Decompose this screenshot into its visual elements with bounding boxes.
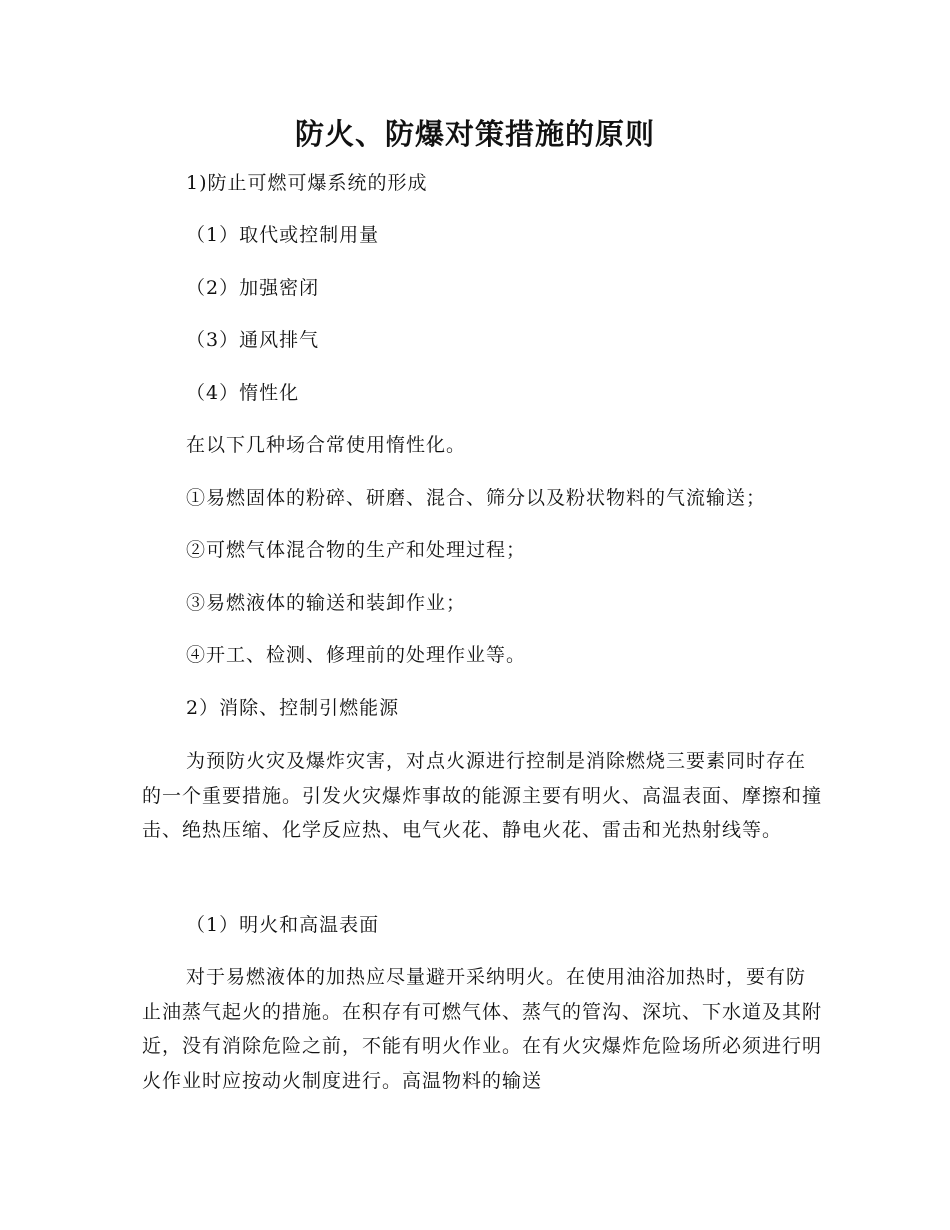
inerting-case-3: ③易燃液体的输送和装卸作业；	[186, 592, 467, 614]
inerting-case-4: ④开工、检测、修理前的处理作业等。	[186, 644, 527, 666]
heading-ignition-control: 2）消除、控制引燃能源	[186, 697, 400, 719]
paragraph-ignition-sources: 为预防火灾及爆炸灾害，对点火源进行控制是消除燃烧三要素同时存在的一个重要措施。引发火灾爆炸事故的能源主要有明火、高温表面、摩擦和撞击、绝热压缩、化学反应热、电气火花、静电火花、雷击和光热射线等。	[142, 750, 823, 841]
inerting-case-1: ①易燃固体的粉碎、研磨、混合、筛分以及粉状物料的气流输送；	[186, 487, 767, 509]
list-item-seal: （2）加强密闭	[186, 277, 320, 299]
document-title: 防火、防爆对策措施的原则	[294, 117, 655, 151]
list-item-substitute: （1）取代或控制用量	[186, 224, 380, 246]
paragraph-open-flame: 对于易燃液体的加热应尽量避开采纳明火。在使用油浴加热时，要有防止油蒸气起火的措施。在积存有可燃气体、蒸气的管沟、深坑、下水道及其附近，没有消除危险之前，不能有明火作业。在有火灾爆炸危险场所必须进行明火作业时应按动火制度进行。高温物料的输送	[142, 966, 823, 1092]
list-item-ventilation: （3）通风排气	[186, 329, 320, 351]
heading-prevent-system: 1)防止可燃可爆系统的形成	[186, 172, 428, 194]
list-item-inerting: （4）惰性化	[186, 382, 300, 404]
subheading-open-flame: （1）明火和高温表面	[186, 914, 380, 936]
inerting-intro: 在以下几种场合常使用惰性化。	[186, 434, 467, 456]
inerting-case-2: ②可燃气体混合物的生产和处理过程；	[186, 539, 527, 561]
